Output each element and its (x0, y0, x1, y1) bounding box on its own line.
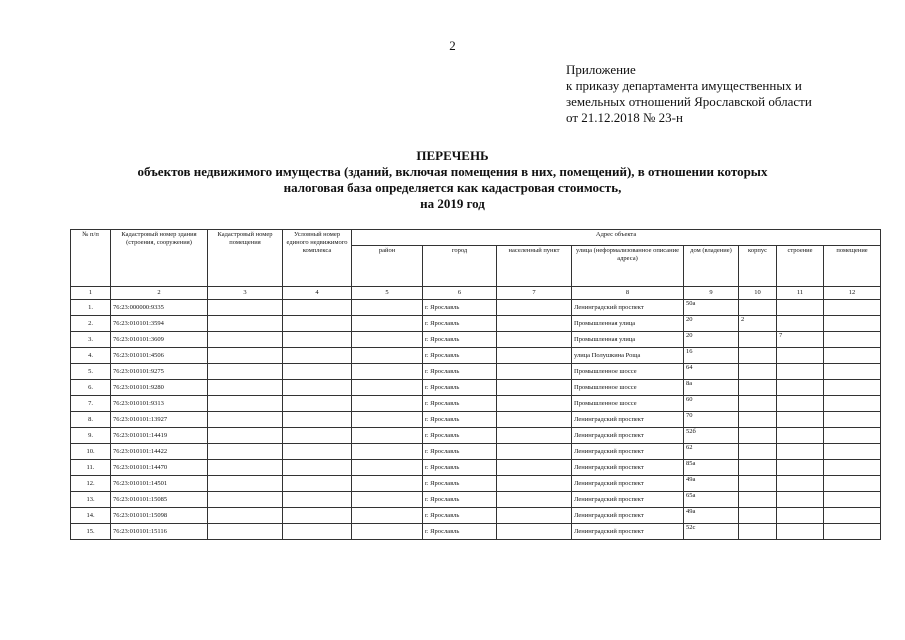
conditional-number-cell (283, 508, 352, 524)
cadastral-building-cell: 76:23:010101:9275 (111, 364, 208, 380)
title-line: на 2019 год (420, 196, 485, 211)
row-number: 14. (71, 508, 111, 524)
house-cell: 62 (684, 444, 739, 460)
cadastral-room-cell (208, 460, 283, 476)
settlement-cell (497, 348, 572, 364)
header-cadastral-building: Кадастровый номер здания (строения, сооружения) (111, 230, 208, 287)
street-cell: Промышленное шоссе (572, 396, 684, 412)
row-number: 7. (71, 396, 111, 412)
row-number: 1. (71, 300, 111, 316)
row-number: 5. (71, 364, 111, 380)
house-cell: 49а (684, 476, 739, 492)
house-cell: 60 (684, 396, 739, 412)
cadastral-building-cell: 76:23:010101:14422 (111, 444, 208, 460)
settlement-cell (497, 428, 572, 444)
conditional-number-cell (283, 524, 352, 540)
street-cell: Ленинградский проспект (572, 476, 684, 492)
cadastral-room-cell (208, 316, 283, 332)
house-cell: 50а (684, 300, 739, 316)
row-number: 6. (71, 380, 111, 396)
building-cell (777, 300, 824, 316)
table-row (71, 300, 881, 316)
city-cell: г. Ярославль (423, 460, 497, 476)
building-cell (777, 364, 824, 380)
title-line: ПЕРЕЧЕНЬ (416, 148, 489, 163)
appendix-line: земельных отношений Ярославской области (566, 94, 812, 109)
district-cell (352, 300, 423, 316)
title-line: объектов недвижимого имущества (зданий, включая помещения в них, помещений), в отношении которых (137, 164, 768, 179)
korpus-cell (739, 476, 777, 492)
street-cell: Промышленное шоссе (572, 364, 684, 380)
room-cell (824, 396, 881, 412)
table-row (71, 348, 881, 364)
table-row (71, 364, 881, 380)
header-house: дом (владение) (684, 246, 739, 287)
row-number: 13. (71, 492, 111, 508)
cadastral-room-cell (208, 508, 283, 524)
cadastral-building-cell: 76:23:010101:4506 (111, 348, 208, 364)
korpus-cell (739, 300, 777, 316)
conditional-number-cell (283, 412, 352, 428)
house-cell: 65а (684, 492, 739, 508)
column-number: 11 (777, 287, 824, 300)
room-cell (824, 476, 881, 492)
district-cell (352, 492, 423, 508)
header-num: № п/п (71, 230, 111, 287)
city-cell: г. Ярославль (423, 444, 497, 460)
header-settlement: населенный пункт (497, 246, 572, 287)
table-row (71, 380, 881, 396)
house-cell: 8а (684, 380, 739, 396)
cadastral-room-cell (208, 524, 283, 540)
page-number: 2 (449, 38, 456, 53)
korpus-cell (739, 524, 777, 540)
room-cell (824, 444, 881, 460)
conditional-number-cell (283, 444, 352, 460)
street-cell: Ленинградский проспект (572, 460, 684, 476)
table-row (71, 524, 881, 540)
conditional-number-cell (283, 476, 352, 492)
table-row (71, 412, 881, 428)
cadastral-building-cell: 76:23:010101:15098 (111, 508, 208, 524)
table-row (71, 460, 881, 476)
city-cell: г. Ярославль (423, 412, 497, 428)
building-cell (777, 428, 824, 444)
cadastral-room-cell (208, 364, 283, 380)
korpus-cell (739, 444, 777, 460)
row-number: 9. (71, 428, 111, 444)
conditional-number-cell (283, 364, 352, 380)
cadastral-building-cell: 76:23:010101:3609 (111, 332, 208, 348)
building-cell (777, 444, 824, 460)
city-cell: г. Ярославль (423, 476, 497, 492)
street-cell: Ленинградский проспект (572, 524, 684, 540)
header-cadastral-room: Кадастровый номер помещения (208, 230, 283, 287)
district-cell (352, 444, 423, 460)
cadastral-room-cell (208, 412, 283, 428)
header-korpus: корпус (739, 246, 777, 287)
city-cell: г. Ярославль (423, 332, 497, 348)
district-cell (352, 364, 423, 380)
table-row (71, 316, 881, 332)
settlement-cell (497, 444, 572, 460)
row-number: 15. (71, 524, 111, 540)
district-cell (352, 524, 423, 540)
house-cell: 52с (684, 524, 739, 540)
city-cell: г. Ярославль (423, 428, 497, 444)
cadastral-building-cell: 76:23:000000:9335 (111, 300, 208, 316)
column-number: 10 (739, 287, 777, 300)
street-cell: Промышленное шоссе (572, 380, 684, 396)
korpus-cell: 2 (739, 316, 777, 332)
column-number: 1 (71, 287, 111, 300)
building-cell (777, 412, 824, 428)
cadastral-room-cell (208, 444, 283, 460)
street-cell: Ленинградский проспект (572, 492, 684, 508)
house-cell: 85а (684, 460, 739, 476)
title-line: налоговая база определяется как кадастровая стоимость, (283, 180, 622, 195)
row-number: 3. (71, 332, 111, 348)
conditional-number-cell (283, 380, 352, 396)
room-cell (824, 332, 881, 348)
city-cell: г. Ярославль (423, 508, 497, 524)
cadastral-building-cell: 76:23:010101:14419 (111, 428, 208, 444)
table-row (71, 492, 881, 508)
room-cell (824, 316, 881, 332)
settlement-cell (497, 300, 572, 316)
house-cell: 16 (684, 348, 739, 364)
row-number: 4. (71, 348, 111, 364)
table-row (71, 428, 881, 444)
district-cell (352, 348, 423, 364)
city-cell: г. Ярославль (423, 396, 497, 412)
city-cell: г. Ярославль (423, 380, 497, 396)
cadastral-room-cell (208, 300, 283, 316)
district-cell (352, 412, 423, 428)
header-city: город (423, 246, 497, 287)
row-number: 11. (71, 460, 111, 476)
house-cell: 70 (684, 412, 739, 428)
conditional-number-cell (283, 396, 352, 412)
building-cell (777, 460, 824, 476)
column-number: 6 (423, 287, 497, 300)
district-cell (352, 380, 423, 396)
column-number: 4 (283, 287, 352, 300)
conditional-number-cell (283, 428, 352, 444)
room-cell (824, 428, 881, 444)
city-cell: г. Ярославль (423, 492, 497, 508)
building-cell (777, 524, 824, 540)
building-cell (777, 492, 824, 508)
conditional-number-cell (283, 460, 352, 476)
table-row (71, 444, 881, 460)
column-number: 8 (572, 287, 684, 300)
street-cell: Промышленная улица (572, 316, 684, 332)
korpus-cell (739, 460, 777, 476)
cadastral-building-cell: 76:23:010101:3594 (111, 316, 208, 332)
conditional-number-cell (283, 316, 352, 332)
column-number: 12 (824, 287, 881, 300)
korpus-cell (739, 364, 777, 380)
city-cell: г. Ярославль (423, 524, 497, 540)
row-number: 8. (71, 412, 111, 428)
cadastral-building-cell: 76:23:010101:15085 (111, 492, 208, 508)
district-cell (352, 396, 423, 412)
conditional-number-cell (283, 492, 352, 508)
street-cell: Ленинградский проспект (572, 300, 684, 316)
city-cell: г. Ярославль (423, 364, 497, 380)
room-cell (824, 508, 881, 524)
building-cell (777, 396, 824, 412)
table-row (71, 396, 881, 412)
settlement-cell (497, 380, 572, 396)
korpus-cell (739, 492, 777, 508)
settlement-cell (497, 508, 572, 524)
header-street: улица (неформализованное описание адреса) (572, 246, 684, 287)
korpus-cell (739, 508, 777, 524)
settlement-cell (497, 364, 572, 380)
korpus-cell (739, 412, 777, 428)
room-cell (824, 380, 881, 396)
room-cell (824, 524, 881, 540)
house-cell: 64 (684, 364, 739, 380)
room-cell (824, 492, 881, 508)
city-cell: г. Ярославль (423, 348, 497, 364)
header-district: район (352, 246, 423, 287)
street-cell: Ленинградский проспект (572, 444, 684, 460)
column-number: 7 (497, 287, 572, 300)
cadastral-building-cell: 76:23:010101:15116 (111, 524, 208, 540)
row-number: 12. (71, 476, 111, 492)
row-number: 2. (71, 316, 111, 332)
cadastral-building-cell: 76:23:010101:13927 (111, 412, 208, 428)
cadastral-room-cell (208, 380, 283, 396)
cadastral-room-cell (208, 332, 283, 348)
settlement-cell (497, 332, 572, 348)
header-building: строение (777, 246, 824, 287)
house-cell: 49а (684, 508, 739, 524)
cadastral-room-cell (208, 476, 283, 492)
appendix-line: Приложение (566, 62, 636, 77)
korpus-cell (739, 348, 777, 364)
building-cell (777, 316, 824, 332)
cadastral-room-cell (208, 348, 283, 364)
building-cell (777, 380, 824, 396)
street-cell: Промышленная улица (572, 332, 684, 348)
column-number: 5 (352, 287, 423, 300)
district-cell (352, 428, 423, 444)
settlement-cell (497, 524, 572, 540)
street-cell: Ленинградский проспект (572, 508, 684, 524)
building-cell (777, 476, 824, 492)
column-number: 2 (111, 287, 208, 300)
korpus-cell (739, 380, 777, 396)
conditional-number-cell (283, 332, 352, 348)
header-conditional-number: Условный номер единого недвижимого комплекса (283, 230, 352, 287)
city-cell: г. Ярославль (423, 316, 497, 332)
conditional-number-cell (283, 300, 352, 316)
cadastral-room-cell (208, 492, 283, 508)
district-cell (352, 316, 423, 332)
cadastral-room-cell (208, 396, 283, 412)
city-cell: г. Ярославль (423, 300, 497, 316)
column-number: 9 (684, 287, 739, 300)
table-row (71, 332, 881, 348)
settlement-cell (497, 492, 572, 508)
district-cell (352, 332, 423, 348)
settlement-cell (497, 460, 572, 476)
room-cell (824, 412, 881, 428)
objects-table (70, 229, 881, 540)
cadastral-room-cell (208, 428, 283, 444)
street-cell: Ленинградский проспект (572, 428, 684, 444)
column-number: 3 (208, 287, 283, 300)
building-cell: 7 (777, 332, 824, 348)
korpus-cell (739, 428, 777, 444)
header-room: помещение (824, 246, 881, 287)
room-cell (824, 364, 881, 380)
cadastral-building-cell: 76:23:010101:14501 (111, 476, 208, 492)
room-cell (824, 300, 881, 316)
street-cell: Ленинградский проспект (572, 412, 684, 428)
cadastral-building-cell: 76:23:010101:14470 (111, 460, 208, 476)
table-row (71, 508, 881, 524)
header-address: Адрес объекта (352, 230, 881, 246)
district-cell (352, 460, 423, 476)
settlement-cell (497, 316, 572, 332)
settlement-cell (497, 476, 572, 492)
appendix-line: к приказу департамента имущественных и (566, 78, 802, 93)
house-cell: 20 (684, 316, 739, 332)
room-cell (824, 460, 881, 476)
district-cell (352, 476, 423, 492)
cadastral-building-cell: 76:23:010101:9280 (111, 380, 208, 396)
street-cell: улица Полушкина Роща (572, 348, 684, 364)
settlement-cell (497, 396, 572, 412)
table-row (71, 476, 881, 492)
room-cell (824, 348, 881, 364)
appendix-block (566, 62, 812, 126)
conditional-number-cell (283, 348, 352, 364)
cadastral-building-cell: 76:23:010101:9313 (111, 396, 208, 412)
korpus-cell (739, 396, 777, 412)
settlement-cell (497, 412, 572, 428)
korpus-cell (739, 332, 777, 348)
house-cell: 52б (684, 428, 739, 444)
house-cell: 20 (684, 332, 739, 348)
row-number: 10. (71, 444, 111, 460)
appendix-line: от 21.12.2018 № 23-н (566, 110, 683, 125)
district-cell (352, 508, 423, 524)
building-cell (777, 348, 824, 364)
building-cell (777, 508, 824, 524)
document-title (0, 148, 905, 212)
